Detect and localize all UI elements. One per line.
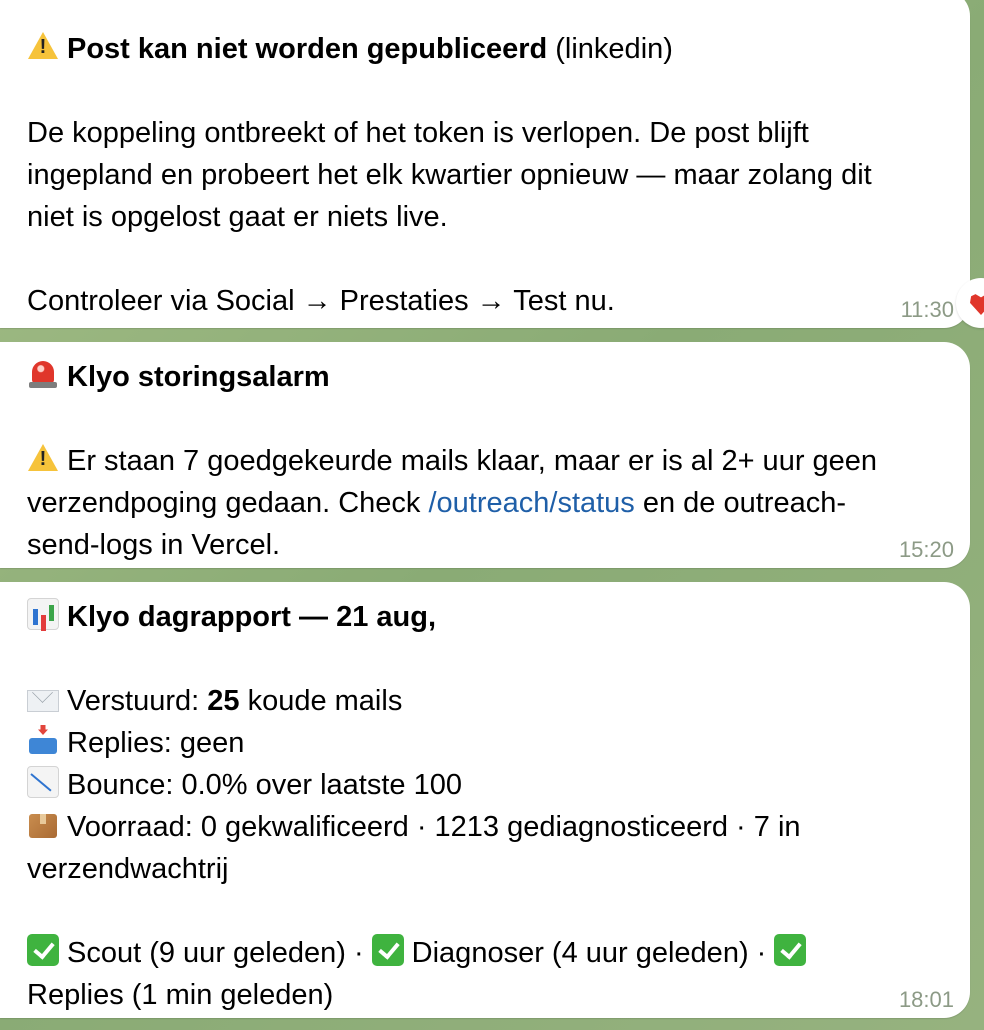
message-body-text: Er staan 7 goedgekeurde mails klaar, maar er is al 2+ uur geen <box>67 445 878 477</box>
package-icon <box>27 808 59 840</box>
warning-icon <box>27 442 59 474</box>
status-scout: Scout (9 uur geleden) · <box>67 937 372 969</box>
message-title-line <box>27 596 942 638</box>
report-sent-line <box>27 680 942 722</box>
siren-icon <box>27 358 59 390</box>
message-body-text: en de outreach- <box>634 487 847 519</box>
message-footer: Controleer via Social → Prestaties → Test nu. <box>27 285 615 317</box>
message-body-line <box>27 482 942 524</box>
message-timestamp: 18:01 <box>898 987 954 1012</box>
report-stock-line <box>27 806 942 848</box>
message-body-line: niet is opgelost gaat er niets live. <box>27 201 448 233</box>
blank-line <box>27 238 942 280</box>
message-bubble-daily-report[interactable] <box>0 582 970 1018</box>
outreach-status-link[interactable]: /outreach/status <box>428 487 635 519</box>
report-sent-suffix: koude mails <box>239 685 403 717</box>
report-bounce-text: Bounce: 0.0% over laatste 100 <box>67 769 462 801</box>
message-body-line: ingepland en probeert het elk kwartier opnieuw — maar zolang dit <box>27 159 872 191</box>
report-stock-line-2: verzendwachtrij <box>27 853 229 885</box>
report-replies-text: Replies: geen <box>67 727 245 759</box>
message-title-line <box>27 28 942 70</box>
blank-line <box>27 70 942 112</box>
check-mark-icon <box>372 934 404 966</box>
report-bounce-line <box>27 764 942 806</box>
message-timestamp: 11:30 <box>900 297 954 322</box>
envelope-icon <box>27 690 59 712</box>
message-timestamp: 15:20 <box>898 537 954 562</box>
chart-decreasing-icon <box>27 766 59 798</box>
blank-line <box>27 638 942 680</box>
message-bubble-publish-error[interactable] <box>0 0 970 328</box>
report-sent-count: 25 <box>207 685 240 717</box>
blank-line <box>27 398 942 440</box>
message-title-suffix: (linkedin) <box>547 33 673 65</box>
check-mark-icon <box>27 934 59 966</box>
report-stock-text: Voorraad: 0 gekwalificeerd · 1213 gediagnosticeerd · 7 in <box>67 811 801 843</box>
message-title: Post kan niet worden gepubliceerd <box>67 33 548 65</box>
report-status-line <box>27 932 942 974</box>
report-replies-line <box>27 722 942 764</box>
report-sent-label: Verstuurd: <box>67 685 208 717</box>
blank-line <box>27 890 942 932</box>
message-body-line: send-logs in Vercel. <box>27 529 281 561</box>
message-title: Klyo dagrapport — 21 aug, <box>67 601 436 633</box>
warning-icon <box>27 30 59 62</box>
inbox-tray-icon <box>27 724 59 756</box>
message-body-line: De koppeling ontbreekt of het token is verlopen. De post blijft <box>27 117 809 149</box>
message-title-line <box>27 356 942 398</box>
report-status-line-2: Replies (1 min geleden) <box>27 979 334 1011</box>
bar-chart-icon <box>27 598 59 630</box>
message-bubble-outage-alert[interactable] <box>0 342 970 568</box>
message-title: Klyo storingsalarm <box>67 361 330 393</box>
check-mark-icon <box>774 934 806 966</box>
message-body-line <box>27 440 942 482</box>
message-body-text: verzendpoging gedaan. Check <box>27 487 429 519</box>
status-diagnoser: Diagnoser (4 uur geleden) · <box>411 937 775 969</box>
